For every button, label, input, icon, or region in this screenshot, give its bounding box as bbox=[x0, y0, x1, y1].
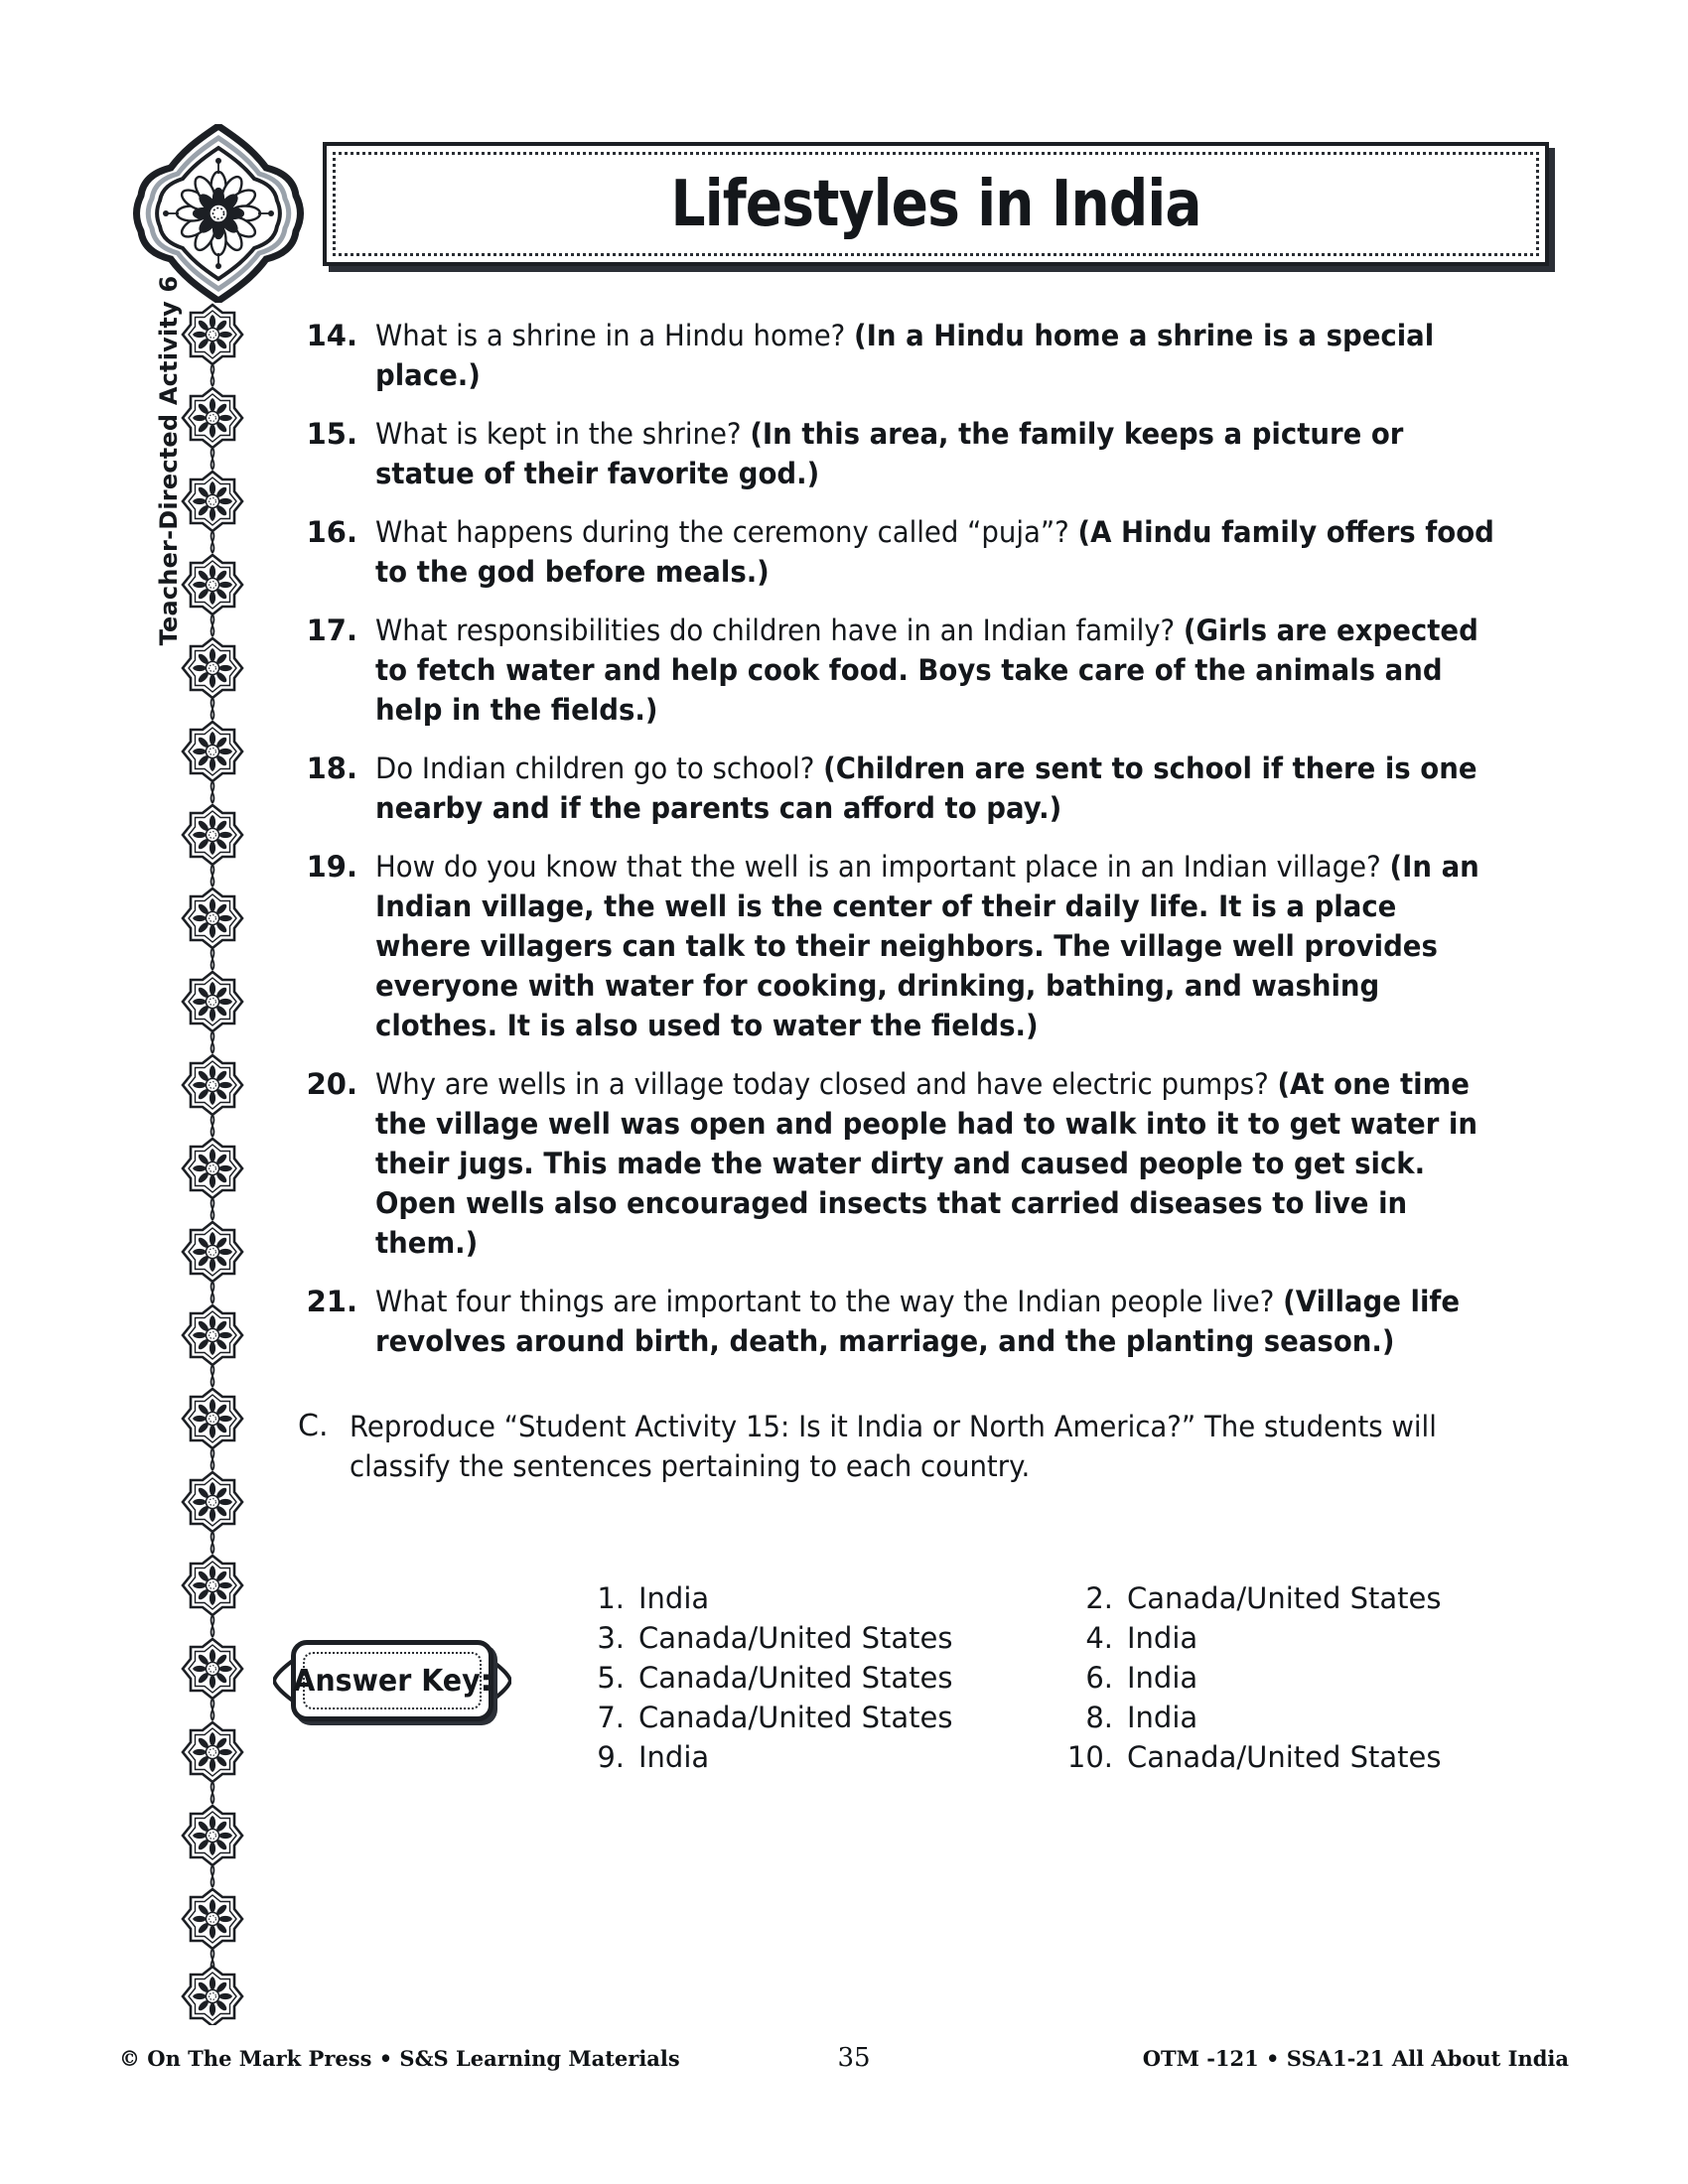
question-text: What is kept in the shrine? bbox=[375, 417, 742, 451]
section-c bbox=[298, 1407, 1559, 1486]
question-item bbox=[298, 1064, 1559, 1263]
question-item bbox=[298, 414, 1559, 493]
footer-product-code: OTM -121 • SSA1-21 All About India bbox=[1142, 2046, 1569, 2071]
answer-key-box bbox=[291, 1640, 493, 1721]
question-item bbox=[298, 512, 1559, 592]
title-banner-inner-border bbox=[333, 152, 1539, 256]
question-number: 14. bbox=[306, 319, 357, 352]
question-number: 16. bbox=[306, 515, 357, 549]
answer-key-value: Canada/United States bbox=[638, 1661, 953, 1695]
question-body bbox=[375, 749, 1499, 828]
answer-key-number: 3. bbox=[597, 1621, 625, 1655]
question-number: 20. bbox=[306, 1067, 357, 1101]
answer-key-number: 8. bbox=[1085, 1701, 1113, 1734]
question-number: 18. bbox=[306, 751, 357, 785]
answer-key-value: Canada/United States bbox=[1127, 1581, 1442, 1615]
answer-key-value: India bbox=[638, 1581, 710, 1615]
answer-key-number: 7. bbox=[597, 1701, 625, 1734]
question-text: How do you know that the well is an important place in an Indian village? bbox=[375, 850, 1381, 884]
question-body bbox=[375, 611, 1499, 730]
answer-key-badge bbox=[273, 1640, 511, 1721]
page-footer bbox=[119, 2043, 1569, 2073]
answer-key-box-inner-border bbox=[293, 1652, 492, 1709]
question-body bbox=[375, 512, 1499, 592]
question-text: What is a shrine in a Hindu home? bbox=[375, 319, 846, 352]
answer-key-section bbox=[253, 1578, 1564, 1807]
footer-page-number: 35 bbox=[837, 2043, 871, 2073]
decorative-border-strip bbox=[171, 303, 254, 2025]
questions-list bbox=[298, 316, 1559, 1486]
answer-text: (In this area, the family keeps a picture or statue of their favorite god.) bbox=[375, 417, 1404, 490]
answer-key-number: 9. bbox=[597, 1740, 625, 1774]
answer-key-value: Canada/United States bbox=[1127, 1740, 1442, 1774]
answer-key-number: 2. bbox=[1085, 1581, 1113, 1615]
answer-key-value: Canada/United States bbox=[638, 1621, 953, 1655]
question-item bbox=[298, 1282, 1559, 1361]
question-text: Do Indian children go to school? bbox=[375, 751, 815, 785]
sidebar-activity-label: Teacher-Directed Activity 6 bbox=[155, 275, 183, 646]
question-text: Why are wells in a village today closed and have electric pumps? bbox=[375, 1067, 1269, 1101]
answer-key-value: India bbox=[1127, 1661, 1198, 1695]
question-body bbox=[375, 414, 1499, 493]
answer-key-list bbox=[581, 1578, 1554, 1777]
answer-key-value: India bbox=[638, 1740, 710, 1774]
answer-key-label: Answer Key: bbox=[293, 1663, 492, 1699]
lotus-medallion-icon bbox=[119, 124, 318, 303]
question-item bbox=[298, 749, 1559, 828]
question-number: 21. bbox=[306, 1285, 357, 1318]
answer-text: (In an Indian village, the well is the center of their daily life. It is a place where villagers can talk to their neighbors. The village well provides everyone with water for cooking, drinking, bathing, and washing clothes. It is also used to water the fields.) bbox=[375, 850, 1479, 1042]
question-number: 15. bbox=[306, 417, 357, 451]
answer-key-number: 4. bbox=[1085, 1621, 1113, 1655]
question-body bbox=[375, 1282, 1499, 1361]
question-number: 19. bbox=[306, 850, 357, 884]
section-c-letter: C. bbox=[298, 1409, 329, 1443]
answer-text: (At one time the village well was open and people had to walk into it to get water in their jugs. This made the water dirty and caused people to get sick. Open wells also encouraged insects that carried diseases to live in them.) bbox=[375, 1067, 1477, 1260]
answer-key-value: India bbox=[1127, 1621, 1198, 1655]
question-body bbox=[375, 1064, 1499, 1263]
answer-key-number: 5. bbox=[597, 1661, 625, 1695]
page-header bbox=[119, 124, 1549, 278]
question-item bbox=[298, 611, 1559, 730]
answer-key-number: 6. bbox=[1085, 1661, 1113, 1695]
question-item bbox=[298, 847, 1559, 1045]
answer-text: (Village life revolves around birth, death, marriage, and the planting season.) bbox=[375, 1285, 1461, 1358]
answer-key-number: 10. bbox=[1066, 1740, 1113, 1774]
question-body bbox=[375, 316, 1499, 395]
answer-key-value: Canada/United States bbox=[638, 1701, 953, 1734]
answer-key-value: India bbox=[1127, 1701, 1198, 1734]
section-c-text: Reproduce “Student Activity 15: Is it India or North America?” The students will classify the sentences pertaining to each country. bbox=[350, 1410, 1437, 1483]
question-text: What four things are important to the way the Indian people live? bbox=[375, 1285, 1275, 1318]
question-item bbox=[298, 316, 1559, 395]
answer-key-number: 1. bbox=[597, 1581, 625, 1615]
question-text: What responsibilities do children have in an Indian family? bbox=[375, 614, 1176, 647]
answer-text: (A Hindu family offers food to the god before meals.) bbox=[375, 515, 1494, 589]
answer-text: (In a Hindu home a shrine is a special place.) bbox=[375, 319, 1435, 392]
title-banner bbox=[323, 142, 1549, 266]
question-number: 17. bbox=[306, 614, 357, 647]
footer-copyright: © On The Mark Press • S&S Learning Materials bbox=[119, 2046, 680, 2071]
answer-text: (Girls are expected to fetch water and help cook food. Boys take care of the animals and help in the fields.) bbox=[375, 614, 1478, 727]
question-body bbox=[375, 847, 1499, 1045]
answer-text: (Children are sent to school if there is one nearby and if the parents can afford to pay.) bbox=[375, 751, 1477, 825]
page-title: Lifestyles in India bbox=[670, 167, 1201, 241]
question-text: What happens during the ceremony called “puja”? bbox=[375, 515, 1069, 549]
